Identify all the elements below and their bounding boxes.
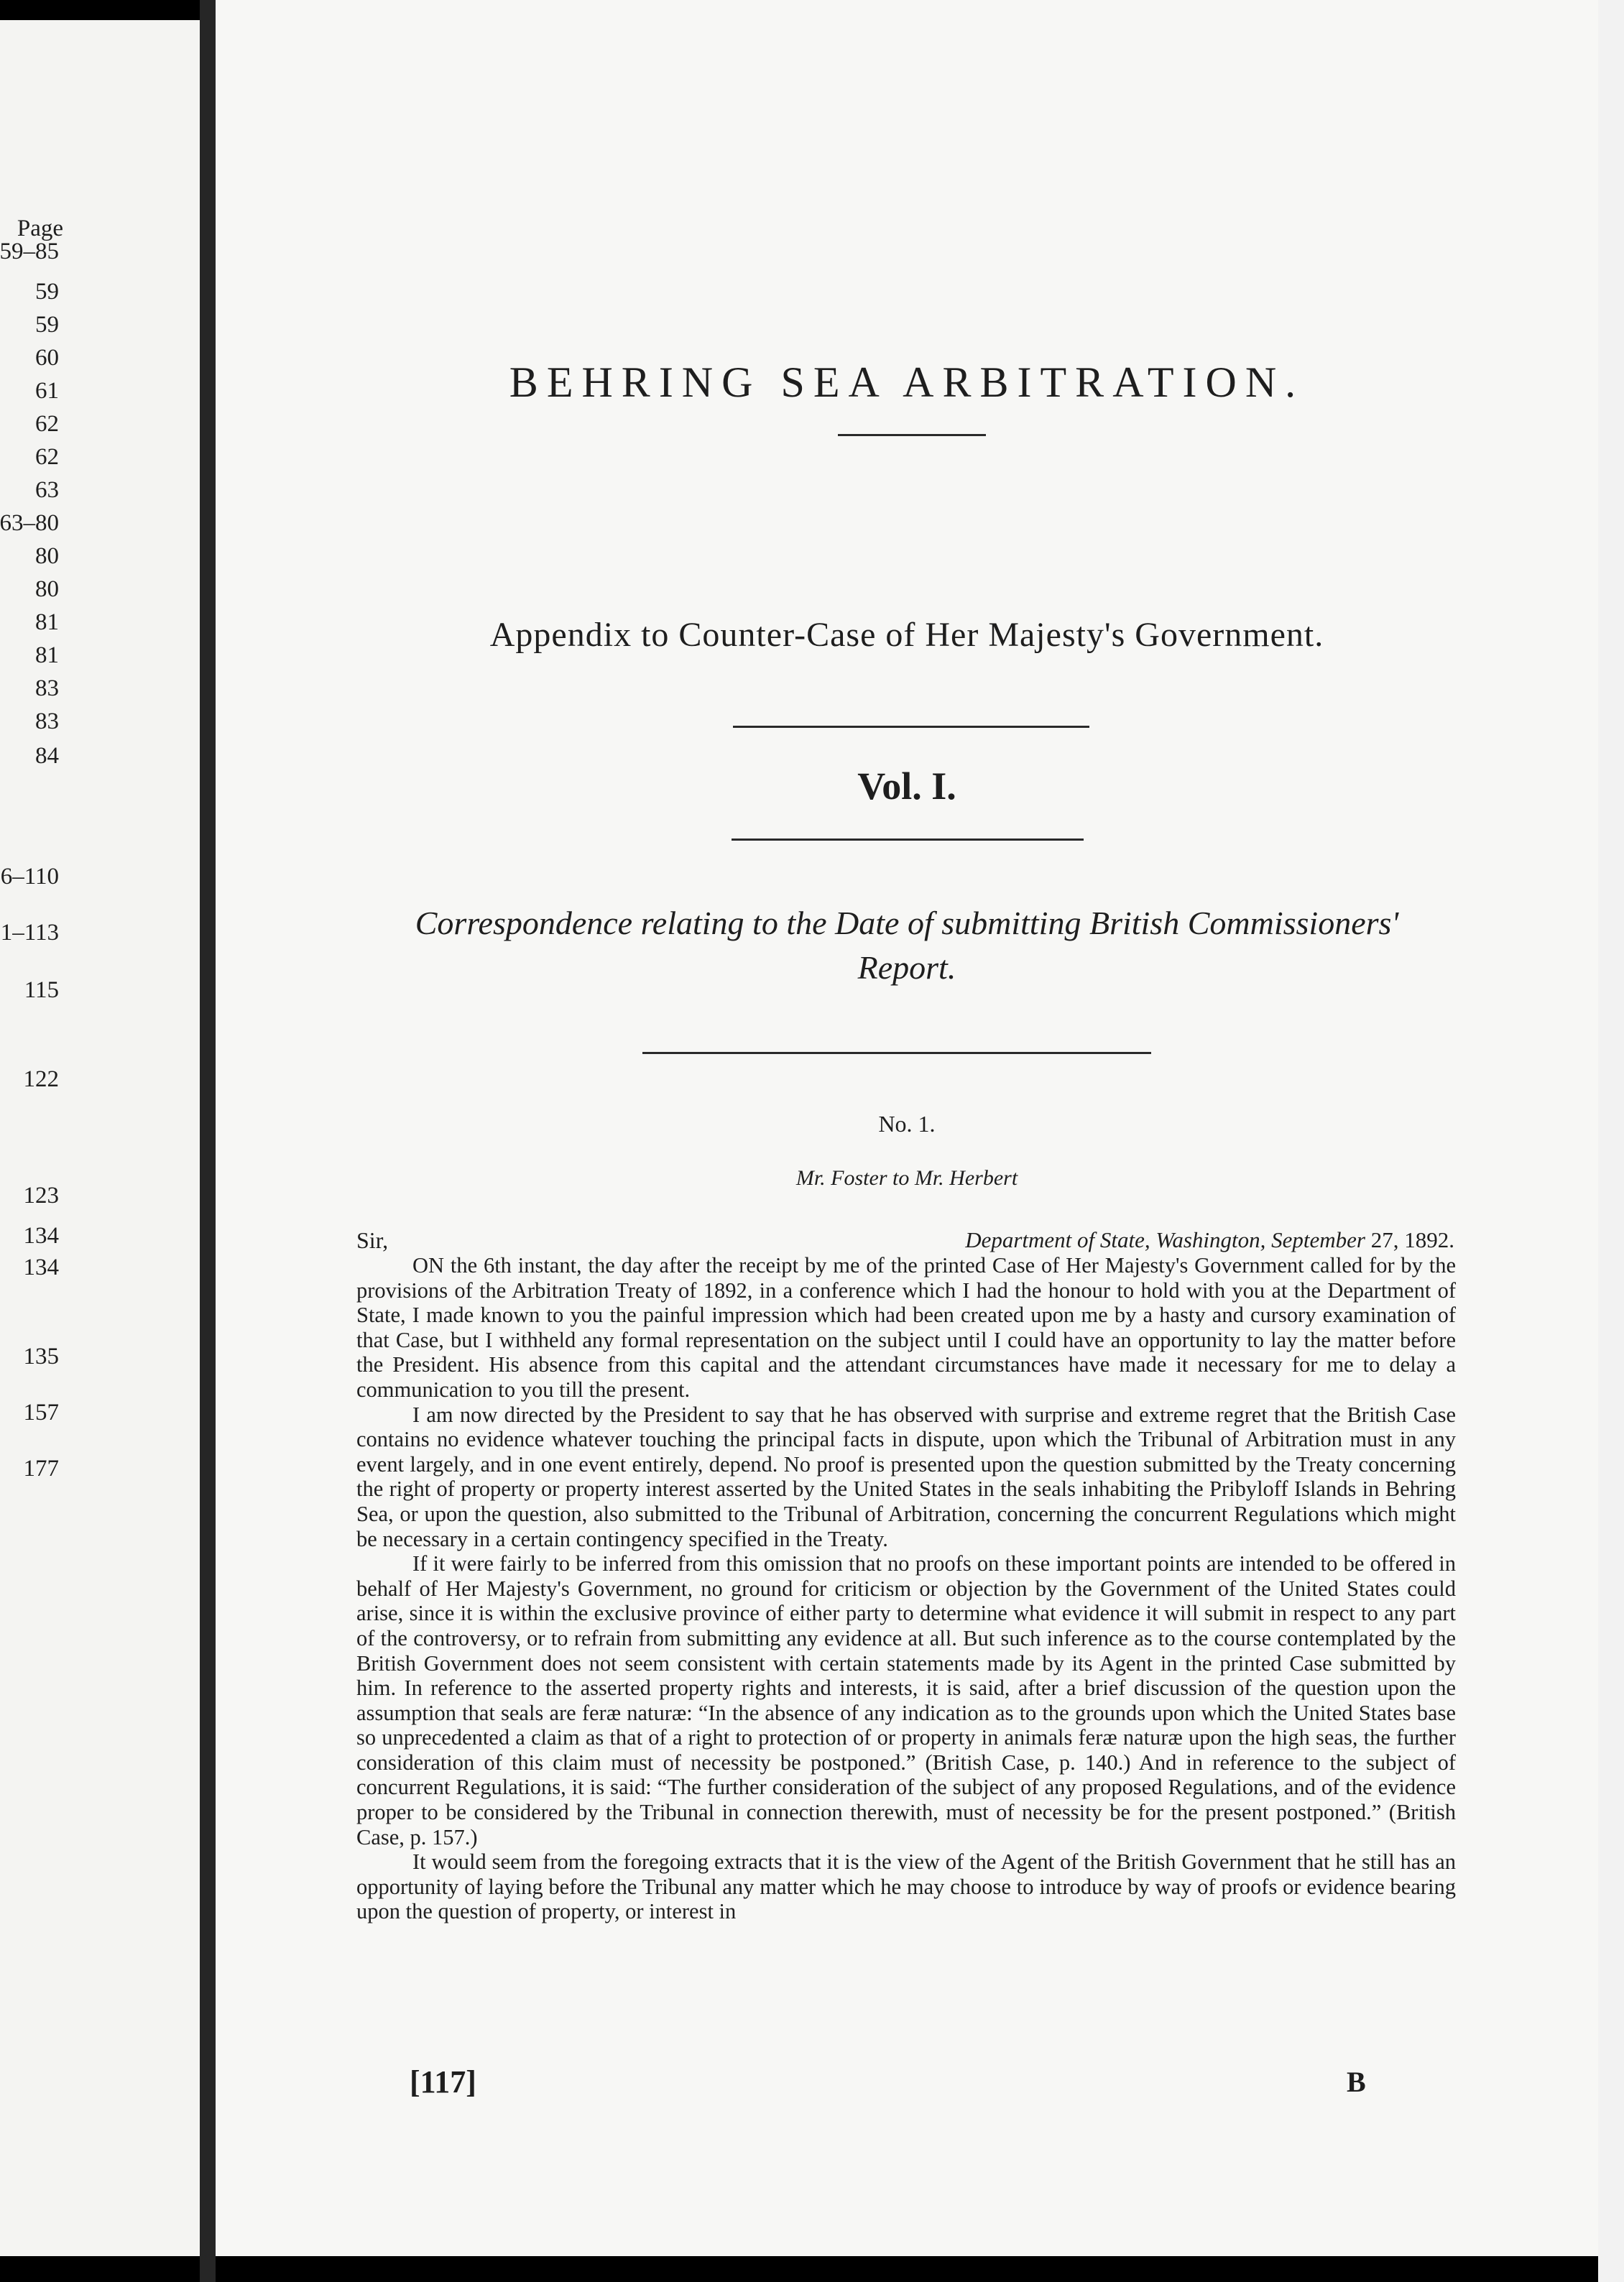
index-entry: 134 [23,1223,59,1249]
volume-rule [732,839,1084,841]
paragraph: If it were fairly to be inferred from this omission that no proofs on these important points are intended to be offered in behalf of Her Majesty's Government, no ground for criticism or objection by the Government of the United States could arise, since it is within the exclusive province of either party to determine what evidence it will submit in respect to any part of the controversy, or to refrain from submitting any evidence at all. But such inference as to the course contemplated by the British Government does not seem consistent with certain statements made by its Agent in the printed Case submitted by him. In reference to the asserted property rights and interests, it is said, after a brief discussion of the question upon the assumption that seals are feræ naturæ: “In the absence of any indication as to the grounds upon which the United States base so unprecedented a claim as that of a right to protection of or property in animals feræ naturæ upon the high seas, the further consideration of this claim must of necessity be postponed.” (British Case, p. 140.) And in reference to the subject of concurrent Regulations, it is said: “The further consideration of the subject of any proposed Regulations, and of the evidence proper to be considered by the Tribunal in connection therewith, must of necessity be for the present postponed.” (British Case, p. 157.) [356,1551,1456,1849]
index-entry: 177 [23,1456,59,1482]
index-entry: 80 [35,543,59,569]
index-entry: 59–85 [0,239,59,264]
dateline-day: 27, 1892. [1370,1227,1454,1252]
index-entry: 134 [23,1255,59,1280]
index-entry: 123 [23,1183,59,1209]
subject-heading-line-2: Report. [857,949,956,986]
appendix-heading: Appendix to Counter-Case of Her Majesty's Government. [489,616,1324,654]
index-entry: 81 [35,642,59,668]
printer-signature: [117] [410,2064,476,2099]
dateline-place: Department of State, Washington, September [965,1227,1365,1252]
document-title: BEHRING SEA ARBITRATION. [509,359,1305,406]
salutation: Sir, [356,1227,389,1253]
paragraph: It would seem from the foregoing extracts that it is the view of the Agent of the British Government that he still has an opportunity of laying before the Tribunal any matter which he may choose to introduce by way of proofs or evidence bearing upon the question of property, or interest in [356,1849,1456,1924]
index-entry: 115 [24,977,59,1003]
paragraph: I am now directed by the President to say that he has observed with surprise and extreme regret that the British Case contains no evidence whatever touching the principal facts in dispute, upon which the Tribunal of Arbitration must in any event largely, and in one event entirely, depend. No proof is presented upon the question submitted by the Treaty concerning the right of property or property interest asserted by the United States in the seals inhabiting the Pribyloff Islands in Behring Sea, or upon the question, also submitted to the Tribunal of Arbitration, concerning the concurrent Regulations which might be necessary in a certain contingency specified in the Treaty. [356,1402,1456,1551]
index-entry: 61 [35,378,59,404]
volume-heading: Vol. I. [857,764,956,808]
subject-rule [642,1052,1151,1054]
subject-heading-line-1: Correspondence relating to the Date of submitting British Commissioners' [415,905,1399,941]
index-entry: 60 [35,345,59,371]
index-entry: 122 [23,1066,59,1092]
index-entry: 6–110 [0,864,59,890]
left-page-fragment [0,20,200,2256]
document-page [216,0,1598,2256]
page-edge [1598,0,1624,2282]
index-entry: 62 [35,411,59,437]
paragraph: ON the 6th instant, the day after the receipt by me of the printed Case of Her Majesty's Government called for by the provisions of the Arbitration Treaty of 1892, in a conference which I had the honour to hold with you at the Department of State, I made known to you the painful impression which had been created upon me by a hasty and cursory examination of that Case, but I withheld any formal representation on the subject until I could have an opportunity to lay the matter before the President. His absence from this capital and the attendant circumstances have made it necessary for me to delay a communication to you till the present. [356,1253,1456,1402]
index-entry: 63–80 [0,510,59,536]
appendix-rule [733,726,1089,728]
index-entry: 1–113 [0,920,59,946]
index-entry: 62 [35,444,59,470]
dateline [965,1227,1454,1253]
letter-number: No. 1. [878,1111,936,1137]
index-entry: 83 [35,675,59,701]
title-rule [838,434,986,436]
index-entry: 80 [35,576,59,602]
book-gutter [200,0,216,2282]
sheet-letter: B [1347,2066,1366,2098]
index-entry: 63 [35,477,59,503]
letter-from-to: Mr. Foster to Mr. Herbert [795,1166,1018,1190]
index-heading: Page [17,216,63,241]
index-entry: 83 [35,708,59,734]
index-entry: 81 [35,609,59,635]
index-entry: 84 [35,743,59,769]
index-entry: 135 [23,1344,59,1369]
letter-body [356,1253,1456,1924]
index-entry: 157 [23,1400,59,1426]
index-entry: 59 [35,312,59,338]
index-entry: 59 [35,279,59,305]
